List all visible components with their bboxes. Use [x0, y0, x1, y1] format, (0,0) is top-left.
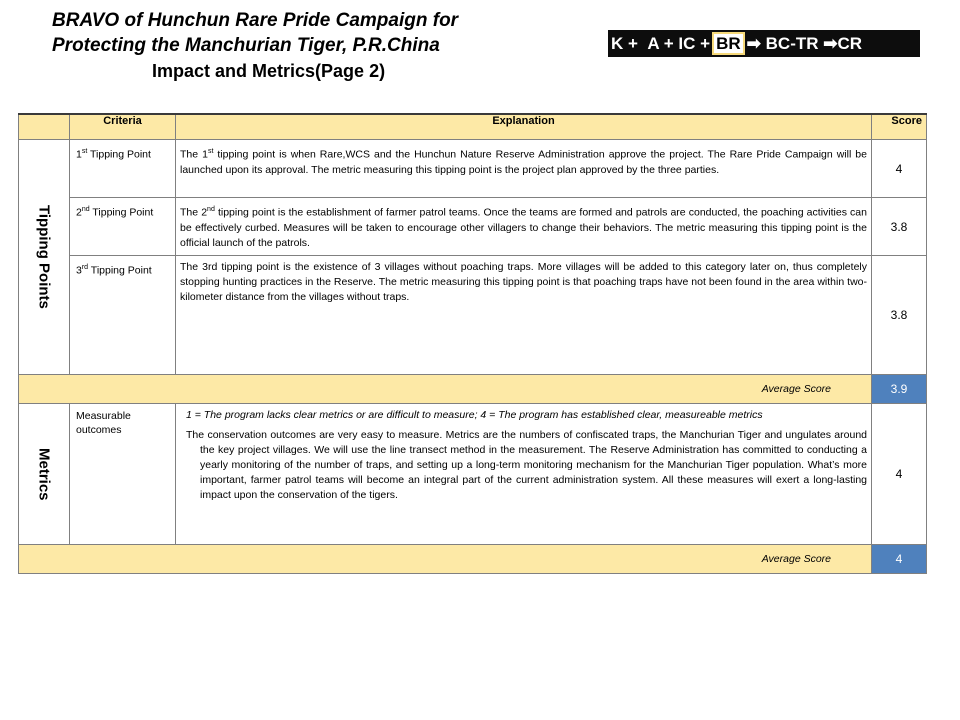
- title-block: [52, 8, 572, 84]
- formula-ic: IC +: [678, 33, 711, 53]
- metrics-average-row: [19, 545, 927, 574]
- formula-tr: TR: [795, 33, 819, 53]
- formula-br: BR: [712, 32, 745, 55]
- tipping-points-average-row: [19, 375, 927, 404]
- formula-bc: BC: [765, 33, 791, 53]
- impact-metrics-table: [18, 113, 927, 574]
- formula-a: A +: [647, 33, 674, 53]
- explanation-cell: The 2nd tipping point is the establishment of farmer patrol teams. Once the teams are formed and patrols are conducted, the poaching activities can be effectively curbed. Measures will be taken to encourage other villagers to change their behaviors. The metric measuring this tipping point is the official launch of the patrols.: [176, 198, 872, 256]
- score-cell: 3.8: [872, 256, 927, 375]
- metrics-body-text: The conservation outcomes are very easy to measure. Metrics are the numbers of confiscated traps, the Manchurian Tiger and ungulates around the key project villages. We will use the line transect method in the measurement. The Reserve Administration has committed to conducting a yearly monitoring of the number of traps, and setting up a long-term monitoring mechanism for the Manchurian Tiger population. What’s more important, farmer patrol teams will become an integral part of the current administration system. All these measures will exert a long-lasting impact upon the conservation of the tigers.: [186, 429, 867, 501]
- criteria-cell: Measurable outcomes: [70, 404, 176, 545]
- header-blank-cell: [19, 114, 70, 140]
- criteria-cell: 2nd Tipping Point: [70, 198, 176, 256]
- section-label-tipping-points: Tipping Points: [19, 140, 70, 375]
- page-title-line-2: Protecting the Manchurian Tiger, P.R.China: [52, 35, 440, 56]
- table-row: [19, 198, 927, 256]
- page-title-line-1: BRAVO of Hunchun Rare Pride Campaign for: [52, 10, 459, 31]
- explanation-cell: The 1st tipping point is when Rare,WCS and the Hunchun Nature Reserve Administration approve the project. The Rare Pride Campaign will be launched upon its approval. The metric measuring this tipping point is the project plan approved by the three parties.: [176, 140, 872, 198]
- table-header-row: [19, 114, 927, 140]
- header-score: Score: [872, 114, 927, 140]
- score-cell: 4: [872, 404, 927, 545]
- formula-arrow-1: ➡: [746, 33, 761, 53]
- header-criteria: Criteria: [70, 114, 176, 140]
- score-cell: 3.8: [872, 198, 927, 256]
- average-score-value: 4: [872, 545, 927, 574]
- table-row: [19, 404, 927, 545]
- header-explanation: Explanation: [176, 114, 872, 140]
- score-cell: 4: [872, 140, 927, 198]
- formula-k: K +: [611, 33, 638, 53]
- average-score-label: Average Score: [19, 375, 872, 404]
- page-subtitle: Impact and Metrics(Page 2): [152, 61, 386, 81]
- average-score-value: 3.9: [872, 375, 927, 404]
- formula-cr: CR: [837, 33, 863, 53]
- table-row: [19, 140, 927, 198]
- average-score-label: Average Score: [19, 545, 872, 574]
- bravo-formula-banner: [608, 30, 920, 57]
- explanation-cell: The 3rd tipping point is the existence of 3 villages without poaching traps. More villages will be added to this category later on, thus completely stopping hunting practices in the Reserve. The metric measuring this tipping point is that poaching traps have not been found in the area within two-kilometer distance from the villages without traps.: [176, 256, 872, 375]
- section-label-metrics: Metrics: [19, 404, 70, 545]
- criteria-cell: 1st Tipping Point: [70, 140, 176, 198]
- table-row: [19, 256, 927, 375]
- explanation-cell: [176, 404, 872, 545]
- formula-dash: -: [790, 33, 796, 53]
- criteria-cell: 3rd Tipping Point: [70, 256, 176, 375]
- formula-arrow-2: ➡: [823, 33, 838, 53]
- metrics-scale-text: 1 = The program lacks clear metrics or are difficult to measure; 4 = The program has established clear, measureable metrics: [186, 409, 763, 421]
